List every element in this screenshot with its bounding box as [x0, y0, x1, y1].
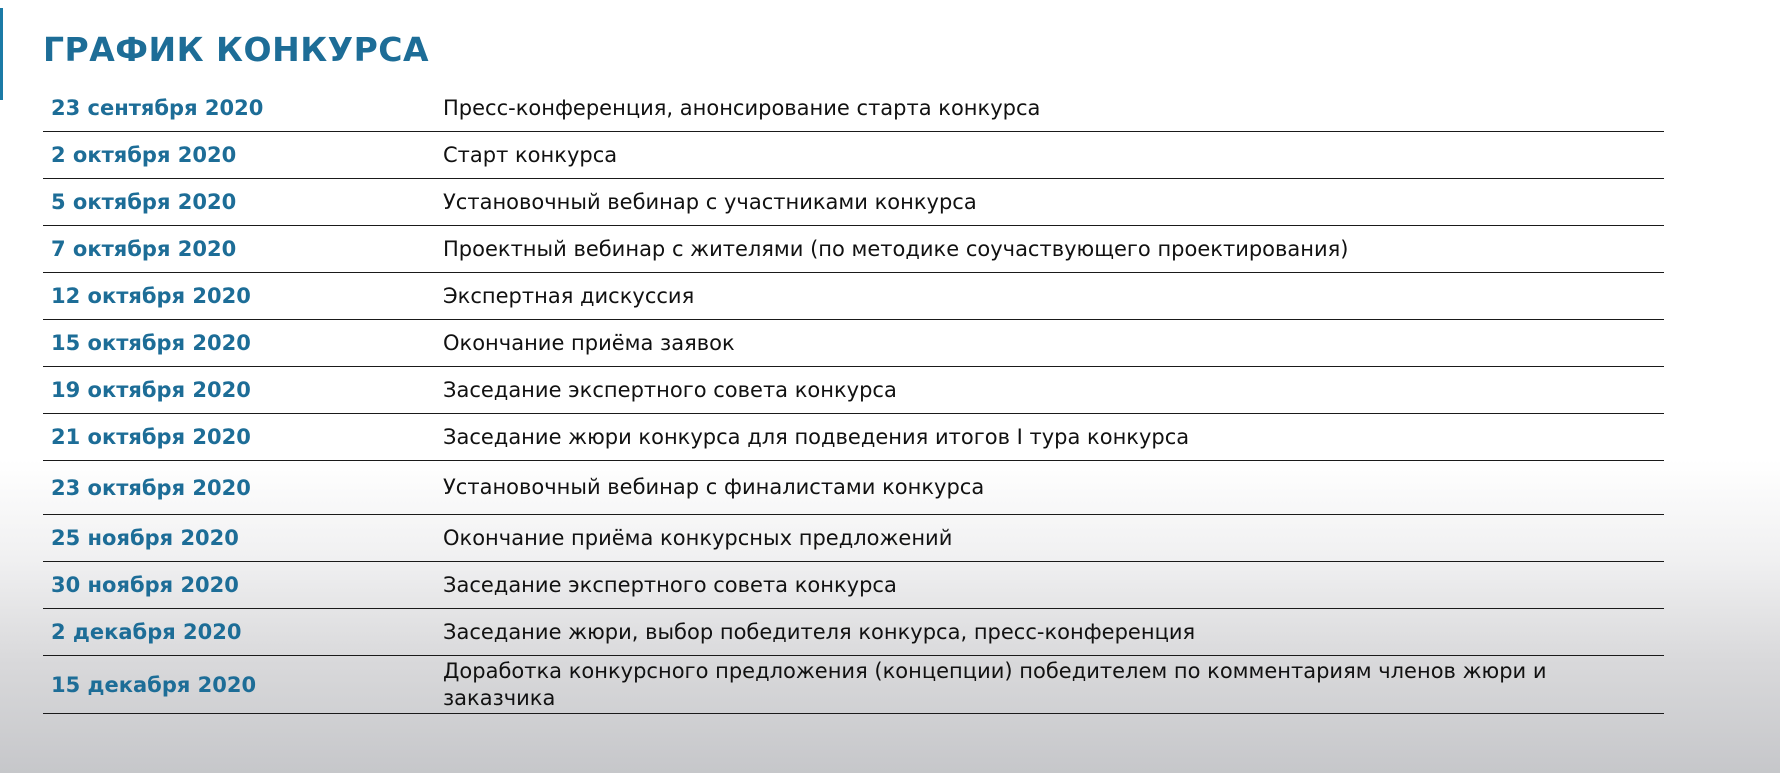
schedule-row: [43, 85, 1664, 132]
schedule-date: 15 октября 2020: [51, 331, 251, 355]
schedule-row: [43, 609, 1664, 656]
schedule-date: 7 октября 2020: [51, 237, 237, 261]
schedule-event: Окончание приёма конкурсных предложений: [443, 525, 953, 550]
schedule-row: [43, 656, 1664, 714]
schedule-row: [43, 414, 1664, 461]
schedule-event: Заседание жюри, выбор победителя конкурса, пресс-конференция: [443, 619, 1196, 644]
schedule-date: 12 октября 2020: [51, 284, 251, 308]
schedule-row: [43, 562, 1664, 609]
schedule-date: 25 ноября 2020: [51, 526, 239, 550]
schedule-event: Установочный вебинар с финалистами конкурса: [443, 475, 985, 499]
schedule-date: 2 октября 2020: [51, 143, 237, 167]
schedule-event: Проектный вебинар с жителями (по методике соучаствующего проектирования): [443, 236, 1349, 261]
page-title: ГРАФИК КОНКУРСА: [43, 30, 430, 69]
schedule-date: 2 декабря 2020: [51, 620, 242, 644]
schedule-event: Доработка конкурсного предложения (концепции) победителем по комментариям членов жюри и заказчика: [443, 658, 1547, 710]
accent-bar: [0, 8, 3, 100]
schedule-date: 19 октября 2020: [51, 378, 251, 402]
schedule-table: [43, 85, 1664, 714]
schedule-row: [43, 226, 1664, 273]
schedule-row: [43, 515, 1664, 562]
schedule-event: Установочный вебинар с участниками конкурса: [443, 189, 977, 214]
schedule-row: [43, 367, 1664, 414]
schedule-event: Старт конкурса: [443, 142, 618, 167]
schedule-date: 5 октября 2020: [51, 190, 237, 214]
schedule-event: Заседание жюри конкурса для подведения итогов I тура конкурса: [443, 424, 1190, 449]
schedule-date: 30 ноября 2020: [51, 573, 239, 597]
schedule-date: 15 декабря 2020: [51, 672, 257, 697]
schedule-event: Экспертная дискуссия: [443, 283, 695, 308]
schedule-row: [43, 320, 1664, 367]
schedule-event: Окончание приёма заявок: [443, 330, 735, 355]
schedule-date: 23 октября 2020: [51, 475, 251, 500]
schedule-event: Пресс-конференция, анонсирование старта конкурса: [443, 95, 1041, 120]
schedule-row: [43, 132, 1664, 179]
schedule-event: Заседание экспертного совета конкурса: [443, 377, 897, 402]
schedule-event: Заседание экспертного совета конкурса: [443, 572, 897, 597]
schedule-date: 21 октября 2020: [51, 425, 251, 449]
schedule-row: [43, 179, 1664, 226]
schedule-date: 23 сентября 2020: [51, 96, 264, 120]
schedule-row: [43, 273, 1664, 320]
schedule-row: [43, 461, 1664, 515]
